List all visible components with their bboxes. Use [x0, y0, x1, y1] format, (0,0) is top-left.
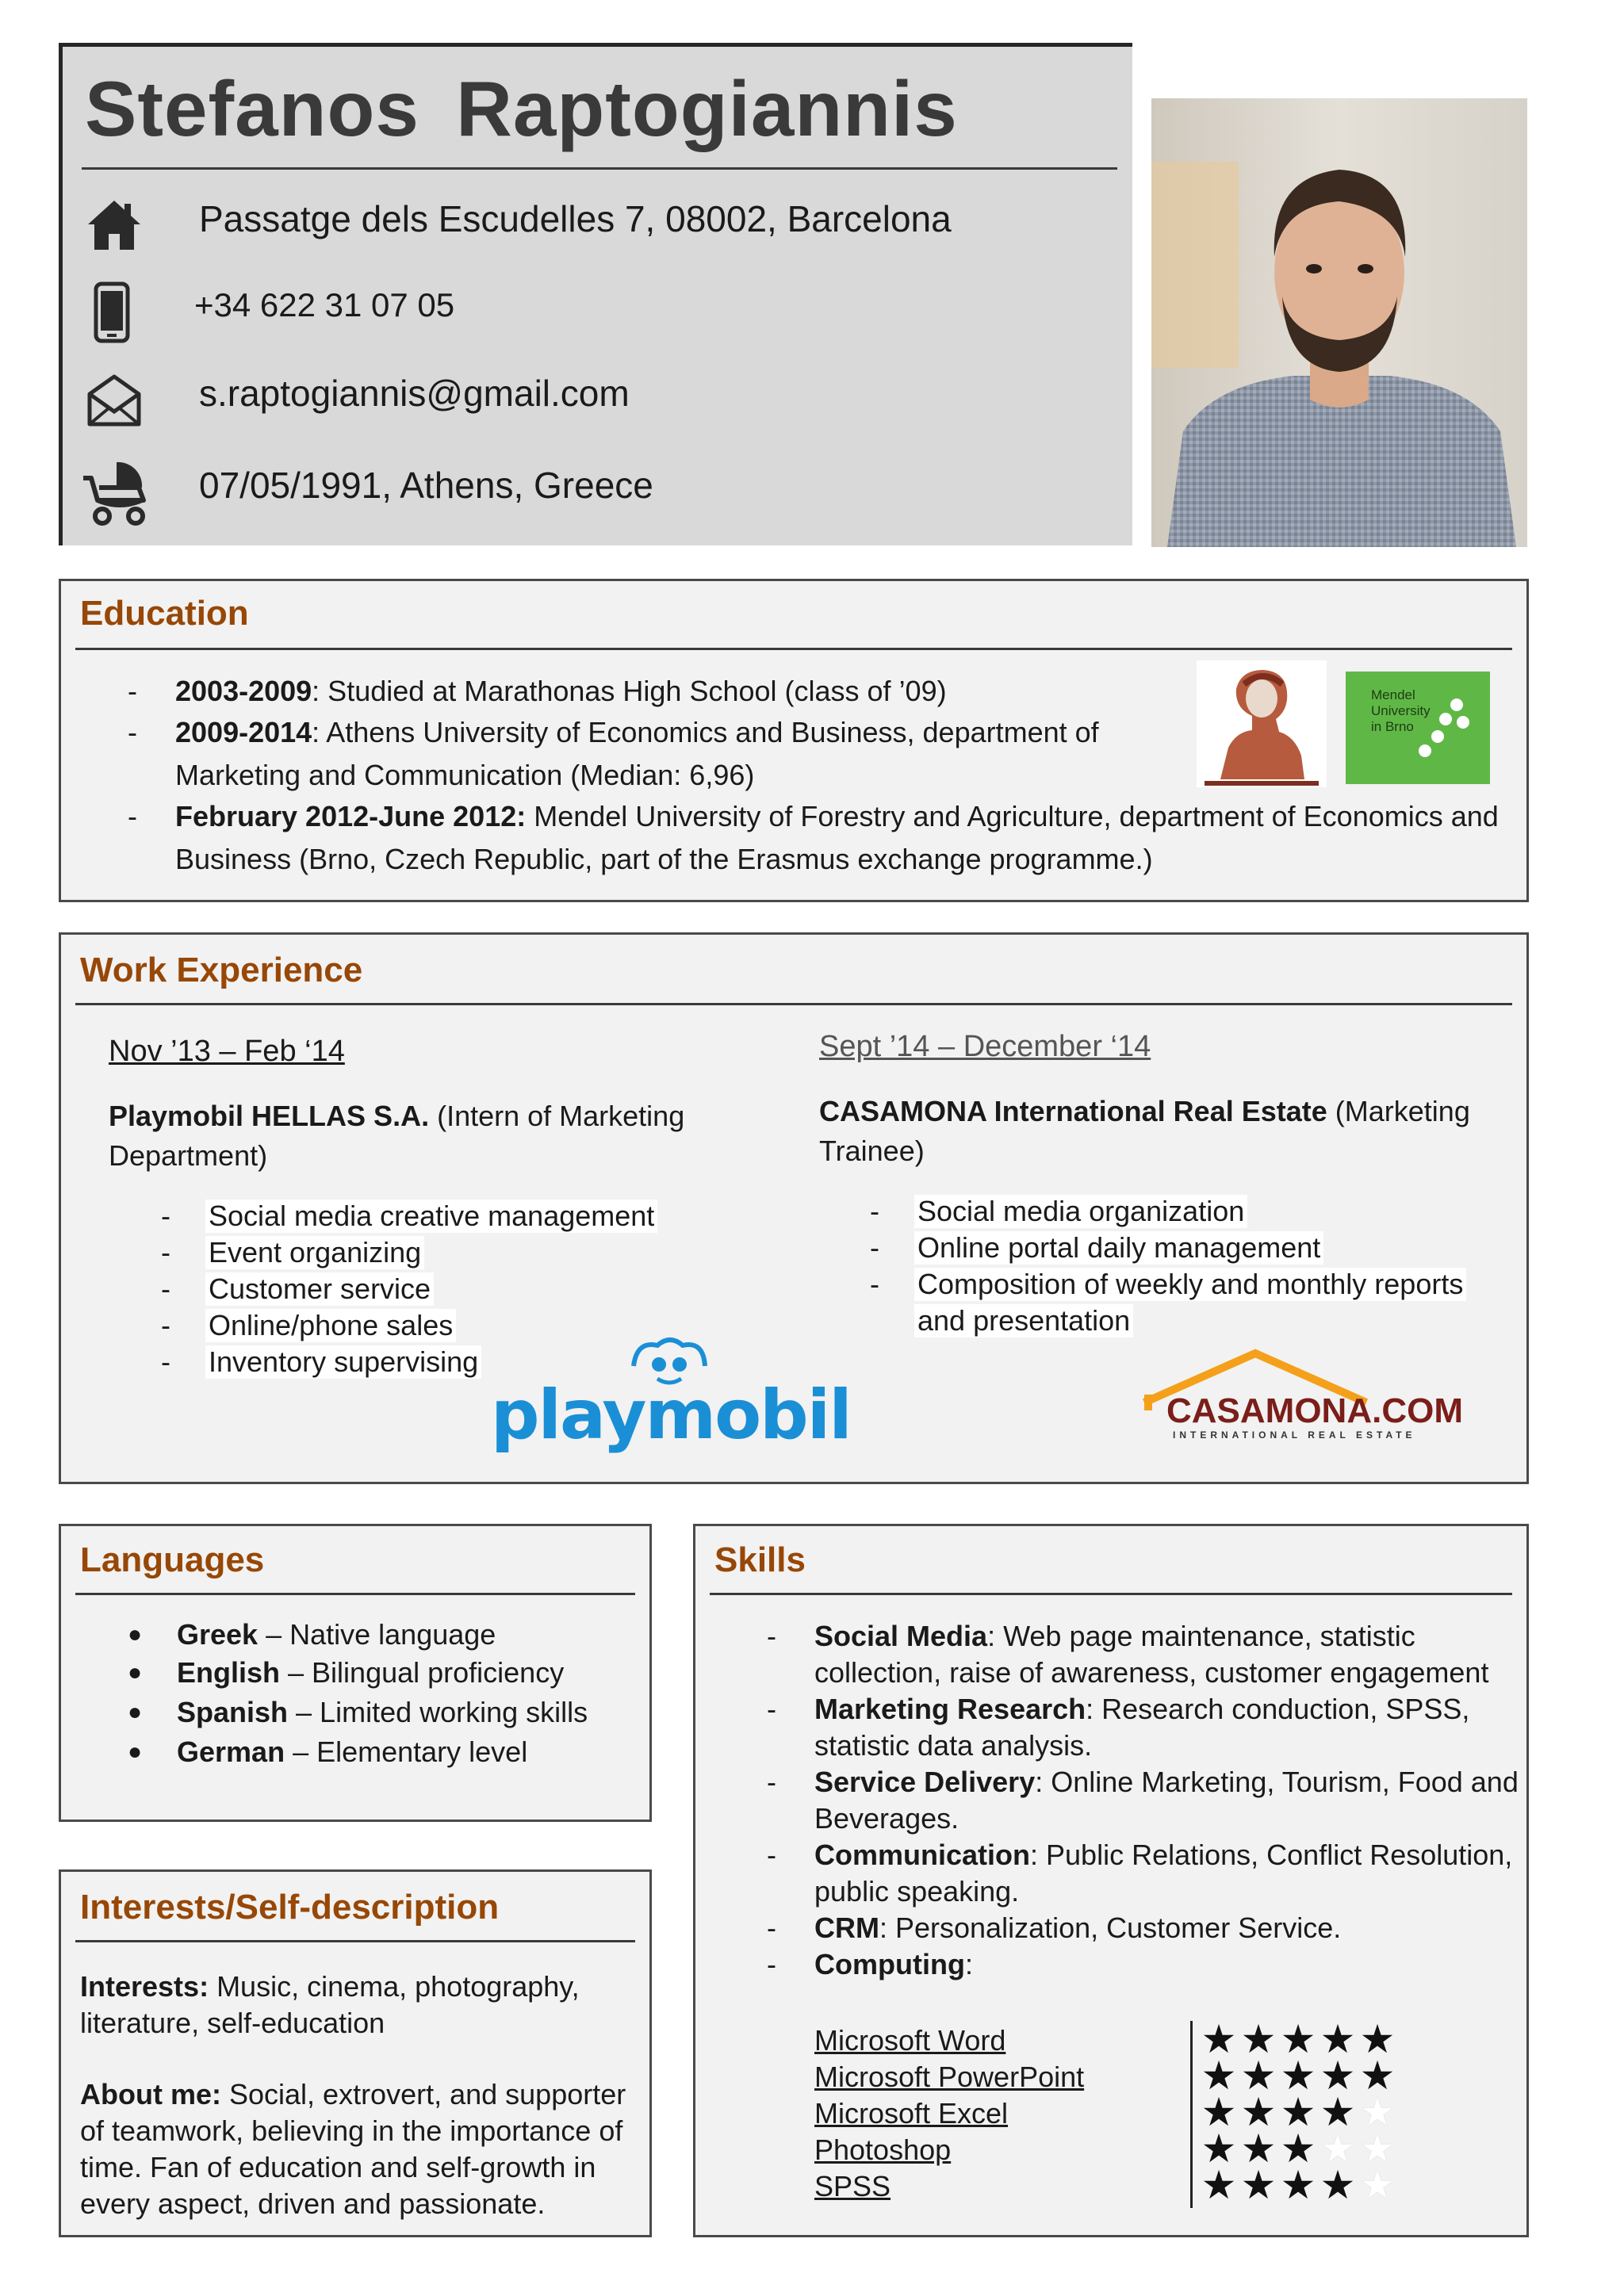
list-item: Service Delivery: Online Marketing, Tourism, Food and: [814, 1766, 1519, 1798]
header-divider: [82, 167, 1117, 170]
list-item-continuation: Beverages.: [814, 1802, 959, 1835]
list-item: German – Elementary level: [177, 1735, 528, 1768]
star-filled-icon: ★: [1280, 2090, 1318, 2134]
star-filled-icon: ★: [1320, 2017, 1358, 2061]
star-filled-icon: ★: [1280, 2053, 1318, 2098]
star-filled-icon: ★: [1201, 2017, 1239, 2061]
star-rating-row: [1200, 2053, 1398, 2098]
software-name: Photoshop: [814, 2133, 952, 2166]
star-filled-icon: ★: [1280, 2017, 1318, 2061]
home-icon: [85, 196, 144, 254]
star-filled-icon: ★: [1240, 2053, 1278, 2098]
list-item-continuation: public speaking.: [814, 1875, 1020, 1908]
skills-section: Skills - Social Media: Web page maintenance, statistic collection, raise of awareness, customer engagement - Marketing Research: Research conduction, SPSS, statistic data analysis. - Service Delivery: Online Marketing, Tourism, Food and Beverages. - Communication: Public Relations, Conflict Resolution, public speaking. - CRM: Personalization, Customer Service. - Computing: Microsoft Word Microsoft PowerPoint Microsoft Excel Photoshop SPSS ★★★★★ ★★★★★ ★★★★★ ★★★★★ ★★★★★: [693, 1524, 1529, 2237]
casamona-logo: [1136, 1347, 1469, 1442]
education-title: Education: [80, 594, 249, 633]
education-section: [59, 579, 1529, 902]
address-text: Passatge dels Escudelles 7, 08002, Barcelona: [199, 198, 952, 239]
rating-divider: [1190, 2021, 1193, 2208]
list-item: Social media organization: [914, 1195, 1247, 1228]
star-filled-icon: ★: [1240, 2126, 1278, 2171]
list-item: Composition of weekly and monthly reports: [914, 1268, 1466, 1301]
work-experience-section: Work Experience Nov ’13 – Feb ‘14 Playmobil HELLAS S.A. (Intern of Marketing Department) - Social media creative management - Event organizing - Customer service - Online/phone sales - Inventory supervising playmobil Sept ’14 – December ‘14 CASAMONA International Real Estate (Marketing Trainee) - Social media organization - Online portal daily management - Composition of weekly and monthly reports and presentation CASAMONA.COM INTERNATIONAL REAL ESTATE: [59, 932, 1529, 1484]
star-rating-row: [1200, 2090, 1398, 2134]
software-name: Microsoft PowerPoint: [814, 2061, 1085, 2093]
mendel-logo-text: Mendel University in Brno: [1371, 687, 1431, 734]
skills-divider: [710, 1593, 1512, 1595]
about-me-text: About me: Social, extrovert, and supporter: [80, 2078, 626, 2110]
envelope-icon: [85, 372, 144, 430]
star-filled-icon: ★: [1320, 2163, 1358, 2207]
casamona-logo-text: CASAMONA.COM: [1166, 1391, 1463, 1430]
languages-divider: [75, 1593, 635, 1595]
list-item: Customer service: [205, 1272, 434, 1306]
baby-stroller-icon: [80, 456, 151, 527]
mendel-university-logo: [1346, 672, 1490, 784]
job-role-continuation: Department): [109, 1139, 268, 1172]
list-item: English – Bilingual proficiency: [177, 1656, 565, 1689]
star-filled-icon: ★: [1359, 2053, 1397, 2098]
star-empty-icon: ★: [1359, 2163, 1397, 2207]
star-filled-icon: ★: [1280, 2163, 1318, 2207]
work-experience-title: Work Experience: [80, 951, 363, 989]
list-item: Computing:: [814, 1948, 973, 1980]
profile-photo: [1151, 98, 1527, 547]
aueb-logo: [1197, 660, 1327, 787]
star-filled-icon: ★: [1201, 2090, 1239, 2134]
star-rating-row: [1200, 2126, 1398, 2171]
star-filled-icon: ★: [1240, 2017, 1278, 2061]
star-filled-icon: ★: [1201, 2163, 1239, 2207]
job-period: Nov ’13 – Feb ‘14: [109, 1035, 345, 1068]
interests-section: [59, 1869, 652, 2237]
list-item: Greek – Native language: [177, 1618, 496, 1651]
list-item: February 2012-June 2012: Mendel University of Forestry and Agriculture, department of Economics and: [175, 800, 1499, 832]
interests-text-continuation: literature, self-education: [80, 2007, 385, 2039]
skills-title: Skills: [714, 1540, 806, 1579]
list-dash: -: [128, 800, 137, 832]
list-item: Online/phone sales: [205, 1309, 456, 1342]
star-filled-icon: ★: [1359, 2017, 1397, 2061]
star-empty-icon: ★: [1359, 2090, 1397, 2134]
list-item: Spanish – Limited working skills: [177, 1696, 588, 1728]
star-rating-row: [1200, 2017, 1398, 2061]
list-item: Social media creative management: [205, 1200, 657, 1233]
email-text[interactable]: s.raptogiannis@gmail.com: [199, 373, 630, 414]
list-item: Marketing Research: Research conduction, SPSS,: [814, 1693, 1470, 1725]
list-dash: -: [128, 675, 137, 707]
languages-title: Languages: [80, 1540, 265, 1579]
about-me-continuation: time. Fan of education and self-growth in: [80, 2151, 596, 2183]
interests-text: Interests: Music, cinema, photography,: [80, 1970, 580, 2003]
playmobil-logo: [491, 1334, 851, 1455]
bullet-icon: ●: [128, 1621, 143, 1647]
list-item: 2003-2009: Studied at Marathonas High School (class of ’09): [175, 675, 947, 707]
star-filled-icon: ★: [1201, 2126, 1239, 2171]
list-item: Communication: Public Relations, Conflict Resolution,: [814, 1839, 1513, 1871]
star-filled-icon: ★: [1240, 2090, 1278, 2134]
bullet-icon: ●: [128, 1699, 143, 1725]
phone-text[interactable]: +34 622 31 07 05: [194, 286, 455, 323]
candidate-name: Stefanos Raptogiannis: [85, 65, 958, 152]
star-empty-icon: ★: [1359, 2126, 1397, 2171]
mendel-dots-icon: [1401, 695, 1480, 775]
bullet-icon: ●: [128, 1659, 143, 1686]
casamona-logo-subtext: INTERNATIONAL REAL ESTATE: [1173, 1429, 1416, 1441]
software-name: Microsoft Excel: [814, 2097, 1009, 2130]
languages-section: [59, 1524, 652, 1822]
job-company-role: CASAMONA International Real Estate (Marketing: [819, 1095, 1470, 1127]
list-item: Event organizing: [205, 1236, 424, 1269]
software-name: SPSS: [814, 2170, 891, 2202]
job-period: Sept ’14 – December ‘14: [819, 1030, 1151, 1063]
skill-ratings: [1200, 2017, 1414, 2211]
star-filled-icon: ★: [1320, 2053, 1358, 2098]
star-filled-icon: ★: [1201, 2053, 1239, 2098]
star-filled-icon: ★: [1280, 2126, 1318, 2171]
list-dash: -: [128, 716, 137, 748]
about-me-continuation: of teamwork, believing in the importance of: [80, 2114, 623, 2147]
playmobil-logo-text: playmobil: [491, 1376, 851, 1455]
list-item: Social Media: Web page maintenance, statistic: [814, 1620, 1415, 1652]
list-item: 2009-2014: Athens University of Economics and Business, department of: [175, 716, 1099, 748]
about-me-continuation: every aspect, driven and passionate.: [80, 2187, 546, 2220]
star-filled-icon: ★: [1240, 2163, 1278, 2207]
star-empty-icon: ★: [1320, 2126, 1358, 2171]
interests-title: Interests/Self-description: [80, 1888, 500, 1927]
list-item-continuation: collection, raise of awareness, customer engagement: [814, 1656, 1489, 1689]
mobile-phone-icon: [91, 281, 136, 340]
interests-divider: [75, 1940, 635, 1942]
list-item: Inventory supervising: [205, 1345, 481, 1379]
list-item-continuation: Marketing and Communication (Median: 6,96): [175, 759, 755, 791]
work-experience-divider: [75, 1003, 1512, 1005]
list-item-continuation: Business (Brno, Czech Republic, part of the Erasmus exchange programme.): [175, 843, 1153, 875]
job-company-role: Playmobil HELLAS S.A. (Intern of Marketing: [109, 1100, 685, 1132]
list-item: Online portal daily management: [914, 1231, 1323, 1265]
bullet-icon: ●: [128, 1739, 143, 1765]
education-divider: [75, 648, 1512, 650]
header-panel: [59, 43, 1132, 545]
list-item-continuation: statistic data analysis.: [814, 1729, 1093, 1762]
list-item: CRM: Personalization, Customer Service.: [814, 1911, 1342, 1944]
software-name: Microsoft Word: [814, 2024, 1006, 2057]
list-item-continuation: and presentation: [914, 1304, 1133, 1337]
star-filled-icon: ★: [1320, 2090, 1358, 2134]
job-role-continuation: Trainee): [819, 1135, 925, 1167]
birth-text: 07/05/1991, Athens, Greece: [199, 465, 653, 506]
star-rating-row: [1200, 2163, 1398, 2207]
